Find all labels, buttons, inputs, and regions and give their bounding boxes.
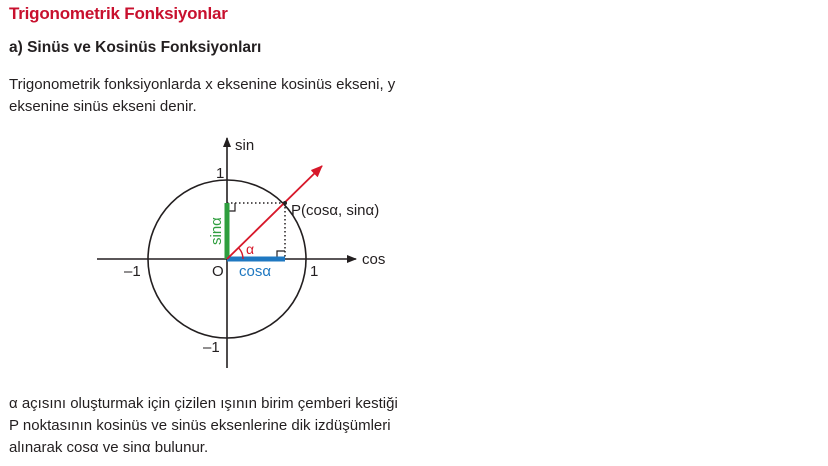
cos-axis-label: cos xyxy=(362,251,386,268)
outro-line-3: alınarak cosα ve sinα bulunur. xyxy=(9,439,209,456)
section-subtitle: a) Sinüs ve Kosinüs Fonksiyonları xyxy=(9,39,262,56)
tick-label-pos-x: 1 xyxy=(310,263,319,280)
tick-label-neg-x: –1 xyxy=(124,263,141,280)
cos-segment-label: cosα xyxy=(239,263,272,280)
sin-axis-label: sin xyxy=(235,137,255,154)
point-p xyxy=(283,201,287,205)
origin-label: O xyxy=(212,263,224,280)
intro-line-1: Trigonometrik fonksiyonlarda x eksenine kosinüs ekseni, y xyxy=(9,76,396,93)
point-p-label: P(cosα, sinα) xyxy=(291,202,380,219)
outro-line-2: P noktasının kosinüs ve sinüs eksenlerine dik izdüşümleri xyxy=(9,417,391,434)
outro-paragraph xyxy=(9,393,479,459)
intro-line-2: eksenine sinüs ekseni denir. xyxy=(9,98,197,115)
sin-segment-label: sinα xyxy=(208,217,225,245)
tick-label-neg-y: –1 xyxy=(203,339,220,356)
tick-label-pos-y: 1 xyxy=(216,165,225,182)
page-title: Trigonometrik Fonksiyonlar xyxy=(9,4,228,23)
angle-label: α xyxy=(246,241,255,257)
outro-line-1: α açısını oluşturmak için çizilen ışının birim çemberi kestiği xyxy=(9,395,398,412)
